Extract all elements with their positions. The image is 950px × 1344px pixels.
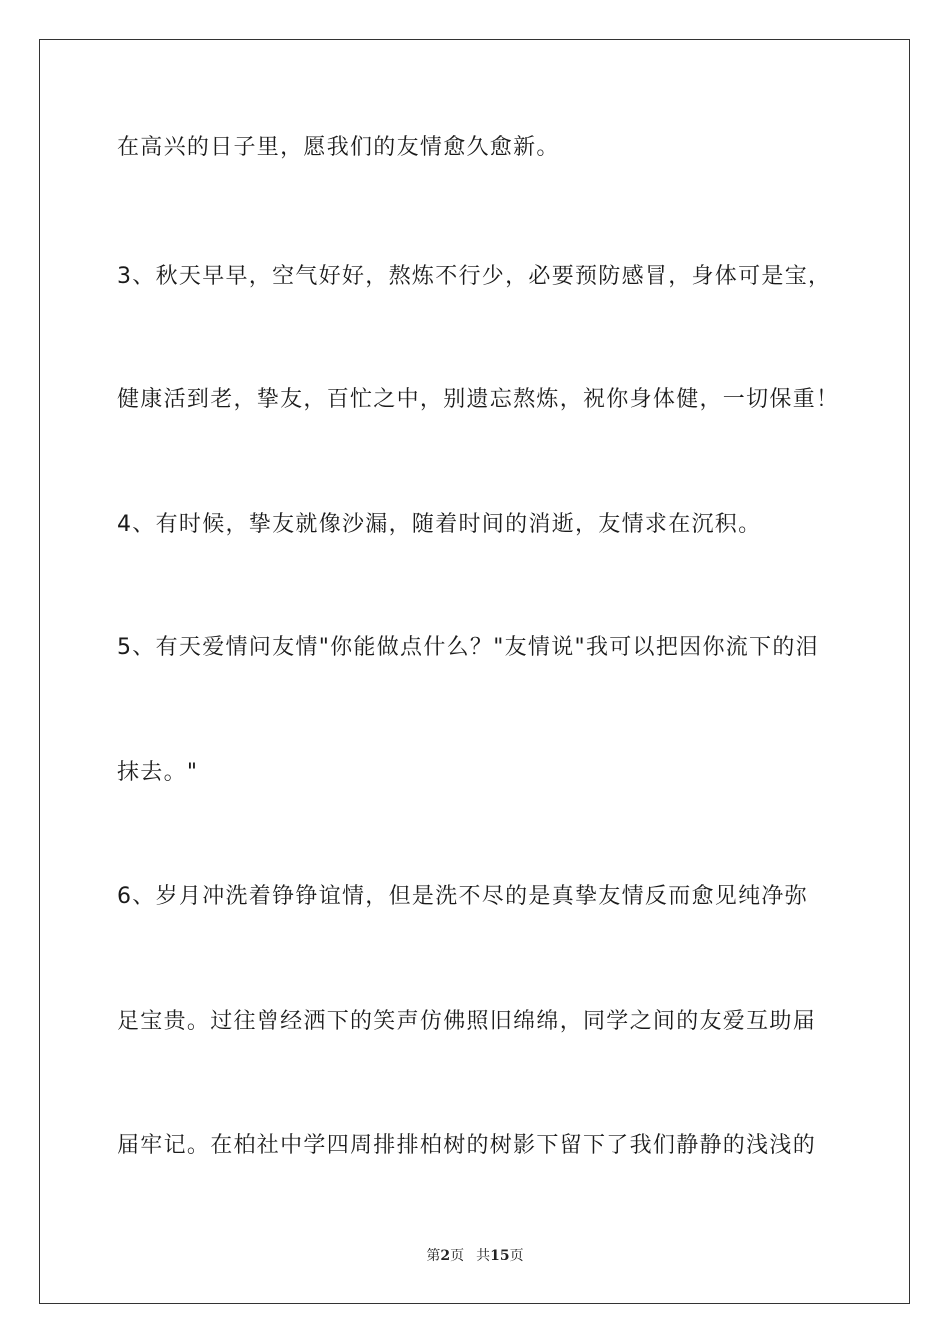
total-pages: 15 [490, 1248, 510, 1264]
text-line-7: 6、岁月冲洗着铮铮谊情，但是洗不尽的是真挚友情反而愈见纯净弥 [117, 884, 808, 909]
total-prefix: 共 [476, 1248, 491, 1264]
text-line-5: 5、有天爱情问友情"你能做点什么？"友情说"我可以把因你流下的泪 [117, 635, 819, 660]
page-border [39, 39, 910, 1304]
page-suffix: 页 [450, 1248, 465, 1264]
text-line-1: 在高兴的日子里，愿我们的友情愈久愈新。 [117, 135, 560, 160]
text-line-9: 届牢记。在柏社中学四周排排柏树的树影下留下了我们静静的浅浅的 [117, 1133, 817, 1158]
text-line-3: 健康活到老，挚友，百忙之中，别遗忘熬炼，祝你身体健，一切保重！ [117, 387, 840, 412]
text-line-4: 4、有时候，挚友就像沙漏，随着时间的消逝，友情求在沉积。 [117, 512, 762, 537]
text-line-6: 抹去。" [117, 760, 199, 785]
text-line-2: 3、秋天早早，空气好好，熬炼不行少，必要预防感冒，身体可是宝， [117, 264, 832, 289]
page-prefix: 第 [426, 1248, 441, 1264]
page-number: 2 [440, 1248, 451, 1264]
text-line-8: 足宝贵。过往曾经洒下的笑声仿佛照旧绵绵，同学之间的友爱互助届 [117, 1009, 817, 1034]
total-suffix: 页 [509, 1248, 524, 1264]
page-footer [0, 1247, 950, 1265]
